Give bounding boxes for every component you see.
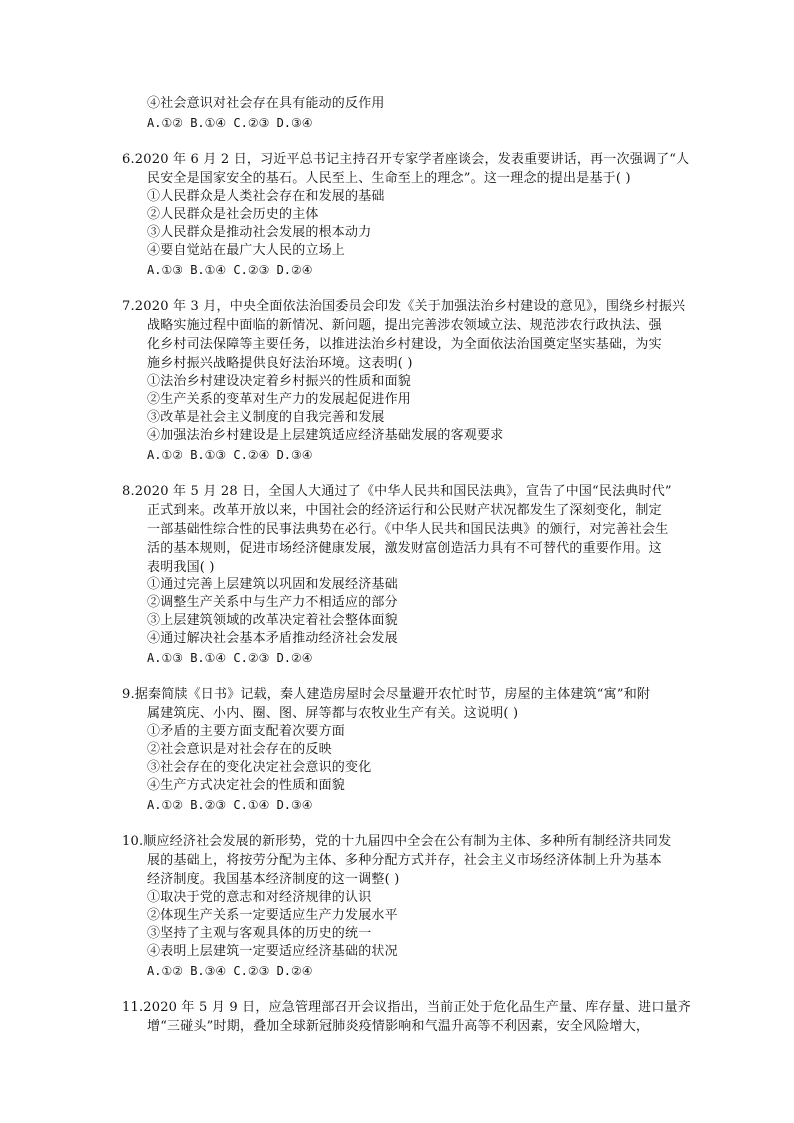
q9-answer-choices: A.①② B.②③ C.①④ D.③④ xyxy=(147,798,313,812)
q8-option-3: ③上层建筑领域的改革决定着社会整体面貌 xyxy=(147,613,398,628)
q7-stem-line-3: 化乡村司法保障等主要任务，以推进法治乡村建设，为全面依法治国奠定坚实基础，为实 xyxy=(147,337,662,352)
q9-option-3: ③社会存在的变化决定社会意识的变化 xyxy=(147,760,372,775)
q9-option-2: ②社会意识是对社会存在的反映 xyxy=(147,742,332,757)
q6-stem-line-2: 民安全是国家安全的基石。人民至上、生命至上的理念”。这一理念的提出是基于( ) xyxy=(147,171,631,186)
q9-option-4: ④生产方式决定社会的性质和面貌 xyxy=(147,778,346,793)
q6-option-3: ③人民群众是推动社会发展的根本动力 xyxy=(147,225,372,240)
prev-answer-choices: A.①② B.①④ C.②③ D.③④ xyxy=(147,116,313,130)
q7-option-2: ②生产关系的变革对生产力的发展起促进作用 xyxy=(147,392,412,407)
q10-option-1: ①取决于党的意志和对经济规律的认识 xyxy=(147,890,372,905)
q10-option-3: ③坚持了主观与客观具体的历史的统一 xyxy=(147,926,372,941)
q8-stem-line-3: 一部基础性综合性的民事法典势在必行。《中华人民共和国民法典》的颁行，对完善社会生 xyxy=(147,522,669,537)
q11-stem-line-1: 11.2020 年 5 月 9 日，应急管理部召开会议指出，当前正处于危化品生产量、库存量、进口量齐 xyxy=(122,1000,691,1015)
q7-stem-line-4: 施乡村振兴战略提供良好法治环境。这表明( ) xyxy=(147,356,413,371)
q10-option-2: ②体现生产关系一定要适应生产力发展水平 xyxy=(147,908,398,923)
prev-option-4: ④社会意识对社会存在具有能动的反作用 xyxy=(147,96,385,111)
q7-option-3: ③改革是社会主义制度的自我完善和发展 xyxy=(147,410,385,425)
q10-stem-line-3: 经济制度。我国基本经济制度的这一调整( ) xyxy=(147,872,400,887)
q7-stem-line-1: 7.2020 年 3 月，中央全面依法治国委员会印发《关于加强法治乡村建设的意见》，围绕乡村振兴 xyxy=(122,299,686,314)
q8-stem-line-5: 表明我国( ) xyxy=(147,560,215,575)
q10-stem-line-1: 10.顺应经济社会发展的新形势，党的十九届四中全会在公有制为主体、多种所有制经济共同发 xyxy=(122,834,672,849)
q6-option-4: ④要自觉站在最广大人民的立场上 xyxy=(147,243,346,258)
q11-stem-line-2: 增“三碰头”时期，叠加全球新冠肺炎疫情影响和气温升高等不利因素，安全风险增大， xyxy=(147,1019,650,1034)
q8-stem-line-4: 活的基本规则，促进市场经济健康发展，激发财富创造活力具有不可替代的重要作用。这 xyxy=(147,541,662,556)
q8-option-4: ④通过解决社会基本矛盾推动经济社会发展 xyxy=(147,631,398,646)
q10-stem-line-2: 展的基础上，将按劳分配为主体、多种分配方式并存，社会主义市场经济体制上升为基本 xyxy=(147,853,662,868)
q9-stem-line-2: 属建筑庑、小内、圈、图、屏等都与农牧业生产有关。这说明( ) xyxy=(147,706,519,721)
q9-stem-line-1: 9.据秦简牍《日书》记载，秦人建造房屋时会尽量避开农忙时节，房屋的主体建筑“寓”和附 xyxy=(122,687,651,702)
q10-option-4: ④表明上层建筑一定要适应经济基础的状况 xyxy=(147,944,398,959)
q7-option-4: ④加强法治乡村建设是上层建筑适应经济基础发展的客观要求 xyxy=(147,428,504,443)
q8-option-2: ②调整生产关系中与生产力不相适应的部分 xyxy=(147,595,398,610)
q7-stem-line-2: 战略实施过程中面临的新情况、新问题，提出完善涉农领域立法、规范涉农行政执法、强 xyxy=(147,318,662,333)
q8-stem-line-2: 正式到来。改革开放以来，中国社会的经济运行和公民财产状况都发生了深刻变化，制定 xyxy=(147,503,662,518)
q7-answer-choices: A.①② B.①③ C.②④ D.③④ xyxy=(147,448,313,462)
q6-option-2: ②人民群众是社会历史的主体 xyxy=(147,207,319,222)
q6-answer-choices: A.①③ B.①④ C.②③ D.②④ xyxy=(147,263,313,277)
q6-option-1: ①人民群众是人类社会存在和发展的基础 xyxy=(147,189,385,204)
q8-option-1: ①通过完善上层建筑以巩固和发展经济基础 xyxy=(147,577,398,592)
q8-answer-choices: A.①③ B.①④ C.②③ D.②④ xyxy=(147,651,313,665)
q9-option-1: ①矛盾的主要方面支配着次要方面 xyxy=(147,724,346,739)
q8-stem-line-1: 8.2020 年 5 月 28 日，全国人大通过了《中华人民共和国民法典》，宣告了中国“民法典时代” xyxy=(122,484,672,499)
q7-option-1: ①法治乡村建设决定着乡村振兴的性质和面貌 xyxy=(147,374,412,389)
q6-stem-line-1: 6.2020 年 6 月 2 日，习近平总书记主持召开专家学者座谈会，发表重要讲话，再一次强调了“人 xyxy=(122,152,690,167)
q10-answer-choices: A.①② B.③④ C.②③ D.②④ xyxy=(147,964,313,978)
